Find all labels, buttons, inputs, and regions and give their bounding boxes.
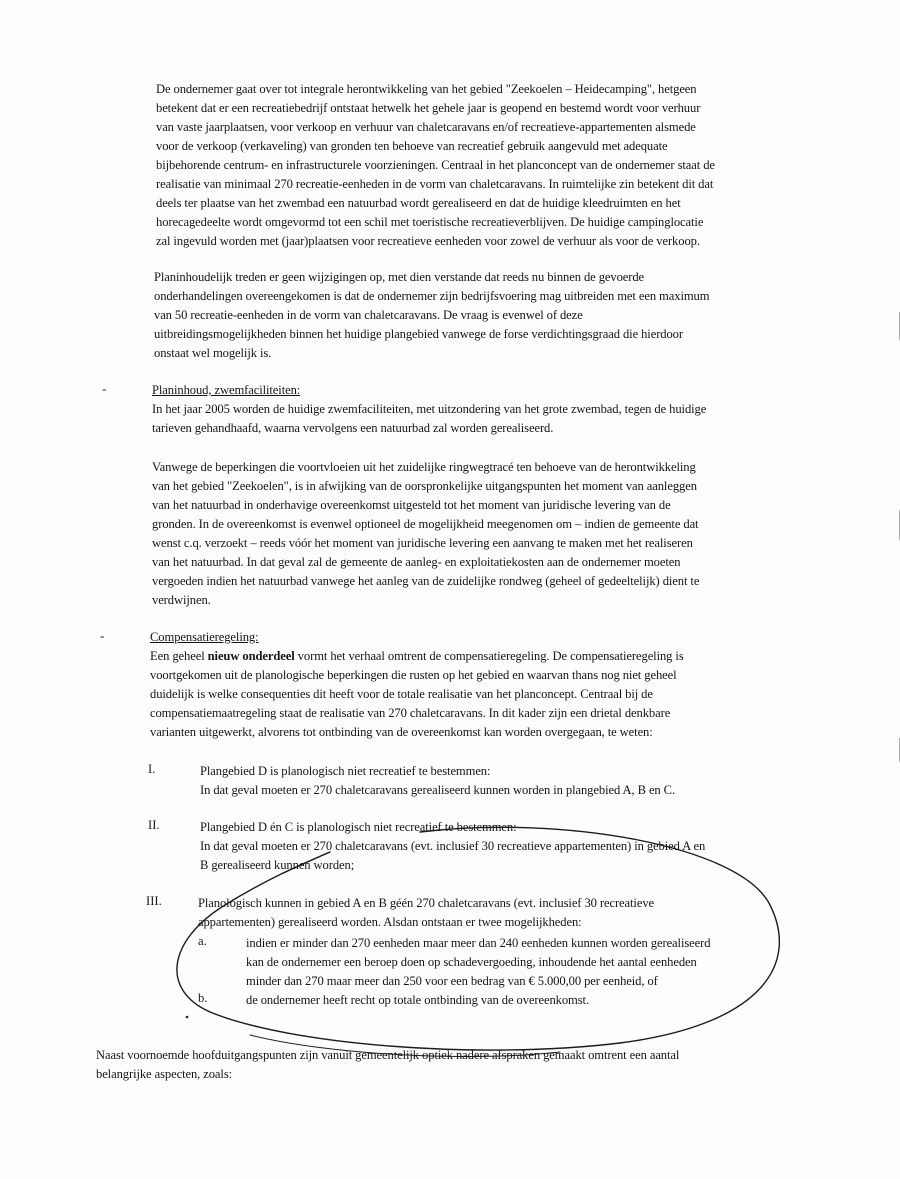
- text-line: varianten uitgewerkt, alvorens tot ontbinding van de overeenkomst kan worden overgegaan, te weten:: [150, 725, 653, 739]
- list-marker-ii: II.: [148, 818, 160, 832]
- text-line: bijbehorende centrum- en infrastructurele voorzieningen. Centraal in het planconcept van de ondernemer staat de: [156, 158, 715, 172]
- text-line: vergoeden indien het natuurbad vanwege het aanleg van de zuidelijke rondweg (geheel of gedeeltelijk) dient te: [152, 574, 700, 588]
- text-run: Een geheel: [150, 649, 208, 663]
- text-line: duidelijk is welke consequenties dit heeft voor de totale realisatie van het planconcept. Centraal bij de: [150, 687, 653, 701]
- list-marker-iii: III.: [146, 894, 162, 908]
- text-line: Planologisch kunnen in gebied A en B géén 270 chaletcaravans (evt. inclusief 30 recreatieve: [198, 896, 655, 910]
- text-line: van het natuurbad in onderhavige overeenkomst uitgesteld tot het moment van juridische levering van de: [152, 498, 671, 512]
- text-line: horecagedeelte wordt omgevormd tot een schil met toeristische recreatieverblijven. De huidige campinglocatie: [156, 215, 704, 229]
- text-line: betekent dat er een recreatiebedrijf ontstaat hetwelk het gehele jaar is geopend en bestemd wordt voor verhuur: [156, 101, 701, 115]
- text-line: van het natuurbad. In dat geval zal de gemeente de aanleg- en exploitatiekosten aan de ondernemer moeten: [152, 555, 681, 569]
- list-marker-b: b.: [198, 991, 208, 1005]
- text-line: gronden. In de overeenkomst is evenwel optioneel de mogelijkheid meegenomen om – indien de gemeente dat: [152, 517, 699, 531]
- text-line: minder dan 270 maar meer dan 250 voor een bedrag van € 5.000,00 per eenheid, of: [246, 974, 658, 988]
- text-line: verdwijnen.: [152, 593, 211, 607]
- text-line: de ondernemer heeft recht op totale ontbinding van de overeenkomst.: [246, 993, 590, 1007]
- text-line: voortgekomen uit de planologische beperkingen die rusten op het gebied en waarvan thans nog niet geheel: [150, 668, 677, 682]
- text-line: De ondernemer gaat over tot integrale herontwikkeling van het gebied "Zeekoelen – Heidecamping", hetgeen: [156, 82, 697, 96]
- ink-speck: [186, 1016, 189, 1019]
- text-line: tarieven gehandhaafd, waarna vervolgens een natuurbad zal worden gerealiseerd.: [152, 421, 554, 435]
- text-line: zal ingevuld worden met (jaar)plaatsen voor recreatieve eenheden voor zowel de verhuur als voor de verkoop.: [156, 234, 700, 248]
- bullet-dash: -: [100, 628, 105, 643]
- text-line: realisatie van minimaal 270 recreatie-eenheden in de vorm van chaletcaravans. In ruimtelijke zin betekent dit dat: [156, 177, 714, 191]
- text-line: Plangebied D is planologisch niet recreatief te bestemmen:: [200, 764, 491, 778]
- text-line: Planinhoudelijk treden er geen wijzigingen op, met dien verstande dat reeds nu binnen de gevoerde: [154, 270, 645, 284]
- text-line: onderhandelingen overeengekomen is dat de ondernemer zijn bedrijfsvoering mag uitbreiden met een maximum: [154, 289, 710, 303]
- list-marker-i: I.: [148, 762, 156, 776]
- text-line: indien er minder dan 270 eenheden maar meer dan 240 eenheden kunnen worden gerealiseerd: [246, 936, 711, 950]
- text-line: deels ter plaatse van het zwembad een natuurbad wordt gerealiseerd en dat de huidige kleedruimten en het: [156, 196, 681, 210]
- text-line: In dat geval moeten er 270 chaletcaravans gerealiseerd kunnen worden in plangebied A, B en C.: [200, 783, 676, 797]
- handdrawn-ellipse-stroke: [177, 827, 779, 1050]
- text-line: onstaat wel mogelijk is.: [154, 346, 272, 360]
- text-line: Vanwege de beperkingen die voortvloeien uit het zuidelijke ringwegtracé ten behoeve van de herontwikkeling: [152, 460, 696, 474]
- heading-text: Compensatieregeling:: [150, 630, 259, 644]
- text-line: In het jaar 2005 worden de huidige zwemfaciliteiten, met uitzondering van het grote zwembad, tegen de huidige: [152, 402, 707, 416]
- bold-text-run: nieuw onderdeel: [207, 649, 295, 663]
- text-line: kan de ondernemer een beroep doen op schadevergoeding, inhoudende het aantal eenheden: [246, 955, 697, 969]
- text-line: appartementen) gerealiseerd worden. Alsdan ontstaan er twee mogelijkheden:: [198, 915, 582, 929]
- text-line: compensatiemaatregeling staat de realisatie van 270 chaletcaravans. In dit kader zijn een drietal denkbare: [150, 706, 671, 720]
- text-line: voor de verkoop (verkaveling) van gronden ten behoeve van recreatief gebruik aangevuld met adequate: [156, 139, 668, 153]
- text-line: Plangebied D én C is planologisch niet recreatief te bestemmen:: [200, 820, 517, 834]
- text-run: vormt het verhaal omtrent de compensatieregeling. De compensatieregeling is: [294, 649, 684, 663]
- text-line: van 50 recreatie-eenheden in de vorm van chaletcaravans. De vraag is evenwel of deze: [154, 308, 583, 322]
- heading-text: Planinhoud, zwemfaciliteiten:: [152, 383, 301, 397]
- handdrawn-ellipse-overstroke: [250, 1035, 560, 1057]
- text-line: van het gebied "Zeekoelen", is in afwijking van de oorspronkelijke uitgangspunten het moment van aanleggen: [152, 479, 697, 493]
- text-line: van vaste jaarplaatsen, voor verkoop en verhuur van chaletcaravans en/of recreatieve-appartementen alsmede: [156, 120, 696, 134]
- text-line: Naast voornoemde hoofduitgangspunten zijn vanuit gemeentelijk optiek nadere afspraken gemaakt omtrent een aantal: [96, 1048, 680, 1062]
- text-line: belangrijke aspecten, zoals:: [96, 1067, 233, 1081]
- text-line: In dat geval moeten er 270 chaletcaravans (evt. inclusief 30 recreatieve appartementen) in gebied A en: [200, 839, 706, 853]
- text-line: uitbreidingsmogelijkheden binnen het huidige plangebied vanwege de forse verdichtingsgraad die hierdoor: [154, 327, 683, 341]
- list-marker-a: a.: [198, 934, 207, 948]
- text-line: B gerealiseerd kunnen worden;: [200, 858, 355, 872]
- text-line: wenst c.q. verzoekt – reeds vóór het moment van juridische levering een aanvang te maken met het realiseren: [152, 536, 693, 550]
- bullet-dash: -: [102, 381, 107, 396]
